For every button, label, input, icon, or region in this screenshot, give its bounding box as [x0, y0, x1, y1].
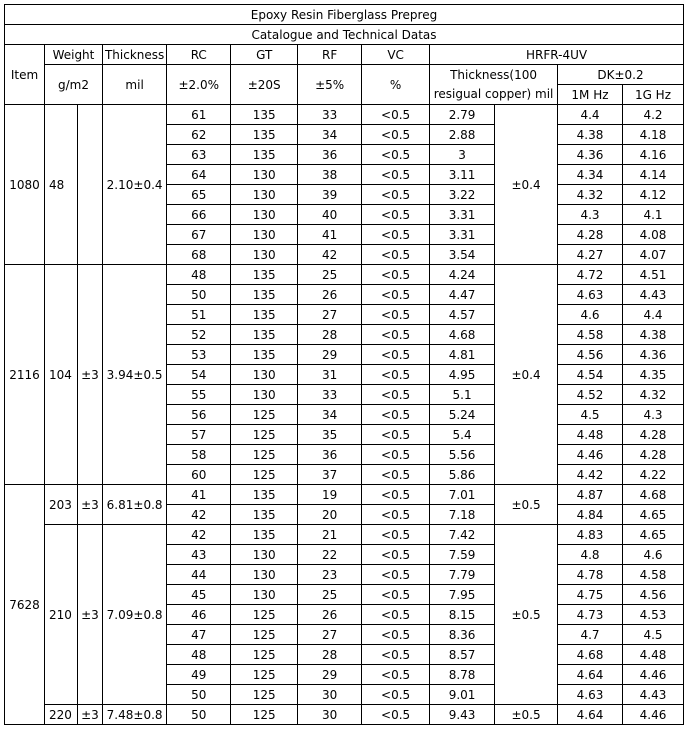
dk-1ghz-cell: 4.1 — [622, 205, 683, 225]
weight-tolerance-cell: ±3 — [77, 525, 102, 705]
table-row — [5, 265, 684, 285]
table-row — [5, 525, 684, 545]
rc-cell: 54 — [167, 365, 231, 385]
item-cell: 2116 — [5, 265, 45, 485]
gt-cell: 130 — [231, 165, 298, 185]
vc-cell: <0.5 — [362, 305, 430, 325]
dk-1mhz-cell: 4.84 — [558, 505, 623, 525]
gt-cell: 130 — [231, 585, 298, 605]
dk-1mhz-cell: 4.68 — [558, 645, 623, 665]
rf-cell: 41 — [298, 225, 362, 245]
vc-cell: <0.5 — [362, 285, 430, 305]
vc-cell: <0.5 — [362, 525, 430, 545]
thickness-100-cell: 4.57 — [430, 305, 495, 325]
gt-cell: 130 — [231, 205, 298, 225]
rc-cell: 56 — [167, 405, 231, 425]
vc-cell: <0.5 — [362, 445, 430, 465]
dk-1mhz-cell: 4.73 — [558, 605, 623, 625]
dk-1ghz-cell: 4.16 — [622, 145, 683, 165]
thickness-100-cell: 5.24 — [430, 405, 495, 425]
thickness-100-cell: 3 — [430, 145, 495, 165]
rf-cell: 33 — [298, 385, 362, 405]
thickness-tolerance-cell: ±0.5 — [495, 705, 558, 725]
dk-1mhz-cell: 4.64 — [558, 665, 623, 685]
vc-cell: <0.5 — [362, 225, 430, 245]
thickness-100-cell: 3.54 — [430, 245, 495, 265]
vc-cell: <0.5 — [362, 645, 430, 665]
weight-tolerance-cell: ±3 — [77, 485, 102, 525]
dk-1ghz-cell: 4.46 — [622, 665, 683, 685]
thickness-cell: 7.48±0.8 — [102, 705, 166, 725]
header-rc-tolerance: ±2.0% — [167, 65, 231, 105]
vc-cell: <0.5 — [362, 545, 430, 565]
rf-cell: 25 — [298, 265, 362, 285]
gt-cell: 125 — [231, 625, 298, 645]
vc-cell: <0.5 — [362, 605, 430, 625]
dk-1mhz-cell: 4.3 — [558, 205, 623, 225]
dk-1mhz-cell: 4.46 — [558, 445, 623, 465]
rc-cell: 68 — [167, 245, 231, 265]
rf-cell: 42 — [298, 245, 362, 265]
dk-1mhz-cell: 4.34 — [558, 165, 623, 185]
rc-cell: 42 — [167, 505, 231, 525]
gt-cell: 135 — [231, 485, 298, 505]
dk-1ghz-cell: 4.56 — [622, 585, 683, 605]
thickness-100-cell: 7.59 — [430, 545, 495, 565]
thickness-100-cell: 4.81 — [430, 345, 495, 365]
vc-cell: <0.5 — [362, 485, 430, 505]
rc-cell: 46 — [167, 605, 231, 625]
gt-cell: 130 — [231, 565, 298, 585]
rf-cell: 29 — [298, 345, 362, 365]
dk-1ghz-cell: 4.68 — [622, 485, 683, 505]
rc-cell: 66 — [167, 205, 231, 225]
dk-1mhz-cell: 4.72 — [558, 265, 623, 285]
gt-cell: 125 — [231, 425, 298, 445]
vc-cell: <0.5 — [362, 385, 430, 405]
dk-1mhz-cell: 4.75 — [558, 585, 623, 605]
vc-cell: <0.5 — [362, 425, 430, 445]
dk-1ghz-cell: 4.4 — [622, 305, 683, 325]
rf-cell: 26 — [298, 605, 362, 625]
thickness-cell: 7.09±0.8 — [102, 525, 166, 705]
dk-1ghz-cell: 4.6 — [622, 545, 683, 565]
dk-1mhz-cell: 4.56 — [558, 345, 623, 365]
table-subtitle: Catalogue and Technical Datas — [5, 25, 684, 45]
header-gt-tolerance: ±20S — [231, 65, 298, 105]
dk-1ghz-cell: 4.22 — [622, 465, 683, 485]
thickness-100-cell: 3.22 — [430, 185, 495, 205]
rc-cell: 48 — [167, 645, 231, 665]
gt-cell: 130 — [231, 225, 298, 245]
gt-cell: 135 — [231, 325, 298, 345]
dk-1ghz-cell: 4.28 — [622, 445, 683, 465]
rf-cell: 27 — [298, 625, 362, 645]
weight-cell: 220 — [44, 705, 77, 725]
dk-1mhz-cell: 4.52 — [558, 385, 623, 405]
item-cell: 1080 — [5, 105, 45, 265]
vc-cell: <0.5 — [362, 705, 430, 725]
thickness-100-cell: 7.79 — [430, 565, 495, 585]
dk-1mhz-cell: 4.5 — [558, 405, 623, 425]
gt-cell: 125 — [231, 465, 298, 485]
header-rf: RF — [298, 45, 362, 65]
weight-cell: 48 — [44, 105, 77, 265]
rf-cell: 36 — [298, 145, 362, 165]
rf-cell: 38 — [298, 165, 362, 185]
dk-1ghz-cell: 4.58 — [622, 565, 683, 585]
dk-1ghz-cell: 4.43 — [622, 685, 683, 705]
dk-1mhz-cell: 4.63 — [558, 685, 623, 705]
dk-1ghz-cell: 4.28 — [622, 425, 683, 445]
thickness-100-cell: 5.4 — [430, 425, 495, 445]
gt-cell: 135 — [231, 525, 298, 545]
gt-cell: 135 — [231, 345, 298, 365]
thickness-100-cell: 7.18 — [430, 505, 495, 525]
thickness-100-cell: 9.43 — [430, 705, 495, 725]
table-row — [5, 485, 684, 505]
weight-tolerance-cell: ±3 — [77, 265, 102, 485]
thickness-tolerance-cell: ±0.5 — [495, 525, 558, 705]
gt-cell: 130 — [231, 545, 298, 565]
rc-cell: 50 — [167, 285, 231, 305]
dk-1ghz-cell: 4.12 — [622, 185, 683, 205]
thickness-100-cell: 7.42 — [430, 525, 495, 545]
dk-1ghz-cell: 4.46 — [622, 705, 683, 725]
vc-cell: <0.5 — [362, 245, 430, 265]
header-gt: GT — [231, 45, 298, 65]
thickness-cell: 6.81±0.8 — [102, 485, 166, 525]
dk-1ghz-cell: 4.65 — [622, 505, 683, 525]
dk-1mhz-cell: 4.4 — [558, 105, 623, 125]
gt-cell: 135 — [231, 105, 298, 125]
gt-cell: 125 — [231, 605, 298, 625]
gt-cell: 135 — [231, 145, 298, 165]
table-title: Epoxy Resin Fiberglass Prepreg — [5, 5, 684, 25]
header-weight-unit: g/m2 — [44, 65, 102, 105]
rc-cell: 43 — [167, 545, 231, 565]
rc-cell: 53 — [167, 345, 231, 365]
dk-1mhz-cell: 4.6 — [558, 305, 623, 325]
gt-cell: 135 — [231, 265, 298, 285]
weight-tolerance-cell — [77, 105, 102, 265]
header-product: HRFR-4UV — [430, 45, 684, 65]
gt-cell: 125 — [231, 445, 298, 465]
rf-cell: 29 — [298, 665, 362, 685]
thickness-100-cell: 5.1 — [430, 385, 495, 405]
vc-cell: <0.5 — [362, 505, 430, 525]
rc-cell: 65 — [167, 185, 231, 205]
header-item: Item — [5, 45, 45, 105]
rf-cell: 39 — [298, 185, 362, 205]
header-dk-1ghz: 1G Hz — [622, 85, 683, 105]
vc-cell: <0.5 — [362, 325, 430, 345]
rf-cell: 30 — [298, 685, 362, 705]
header-dk: DK±0.2 — [558, 65, 684, 85]
dk-1ghz-cell: 4.14 — [622, 165, 683, 185]
thickness-100-cell: 8.78 — [430, 665, 495, 685]
thickness-cell: 3.94±0.5 — [102, 265, 166, 485]
gt-cell: 135 — [231, 125, 298, 145]
rf-cell: 30 — [298, 705, 362, 725]
rc-cell: 62 — [167, 125, 231, 145]
dk-1ghz-cell: 4.32 — [622, 385, 683, 405]
dk-1mhz-cell: 4.7 — [558, 625, 623, 645]
rf-cell: 35 — [298, 425, 362, 445]
rf-cell: 28 — [298, 645, 362, 665]
gt-cell: 125 — [231, 405, 298, 425]
gt-cell: 130 — [231, 185, 298, 205]
dk-1ghz-cell: 4.5 — [622, 625, 683, 645]
vc-cell: <0.5 — [362, 665, 430, 685]
weight-tolerance-cell: ±3 — [77, 705, 102, 725]
vc-cell: <0.5 — [362, 465, 430, 485]
header-thickness-100 — [430, 65, 558, 105]
dk-1mhz-cell: 4.42 — [558, 465, 623, 485]
vc-cell: <0.5 — [362, 625, 430, 645]
rf-cell: 28 — [298, 325, 362, 345]
vc-cell: <0.5 — [362, 105, 430, 125]
thickness-100-cell: 2.88 — [430, 125, 495, 145]
dk-1mhz-cell: 4.32 — [558, 185, 623, 205]
dk-1mhz-cell: 4.83 — [558, 525, 623, 545]
thickness-100-cell: 4.95 — [430, 365, 495, 385]
prepreg-catalogue-table — [4, 4, 684, 725]
thickness-100-cell: 4.24 — [430, 265, 495, 285]
weight-cell: 203 — [44, 485, 77, 525]
gt-cell: 130 — [231, 245, 298, 265]
thickness-100-cell: 8.57 — [430, 645, 495, 665]
thickness-tolerance-cell: ±0.4 — [495, 265, 558, 485]
rc-cell: 47 — [167, 625, 231, 645]
header-thickness: Thickness — [102, 45, 166, 65]
dk-1ghz-cell: 4.43 — [622, 285, 683, 305]
gt-cell: 125 — [231, 645, 298, 665]
dk-1mhz-cell: 4.38 — [558, 125, 623, 145]
rf-cell: 36 — [298, 445, 362, 465]
vc-cell: <0.5 — [362, 345, 430, 365]
rc-cell: 44 — [167, 565, 231, 585]
rc-cell: 67 — [167, 225, 231, 245]
weight-cell: 210 — [44, 525, 77, 705]
thickness-100-cell: 3.31 — [430, 225, 495, 245]
dk-1ghz-cell: 4.08 — [622, 225, 683, 245]
rc-cell: 50 — [167, 705, 231, 725]
vc-cell: <0.5 — [362, 265, 430, 285]
dk-1mhz-cell: 4.63 — [558, 285, 623, 305]
vc-cell: <0.5 — [362, 585, 430, 605]
dk-1ghz-cell: 4.51 — [622, 265, 683, 285]
thickness-100-cell: 4.47 — [430, 285, 495, 305]
rc-cell: 63 — [167, 145, 231, 165]
rf-cell: 34 — [298, 125, 362, 145]
rf-cell: 21 — [298, 525, 362, 545]
thickness-tolerance-cell: ±0.5 — [495, 485, 558, 525]
thickness-100-cell: 3.11 — [430, 165, 495, 185]
rc-cell: 45 — [167, 585, 231, 605]
thickness-100-cell: 5.86 — [430, 465, 495, 485]
thickness-100-cell: 4.68 — [430, 325, 495, 345]
dk-1mhz-cell: 4.48 — [558, 425, 623, 445]
thickness-tolerance-cell: ±0.4 — [495, 105, 558, 265]
rc-cell: 51 — [167, 305, 231, 325]
header-dk-1mhz: 1M Hz — [558, 85, 623, 105]
rc-cell: 48 — [167, 265, 231, 285]
rf-cell: 34 — [298, 405, 362, 425]
rc-cell: 57 — [167, 425, 231, 445]
dk-1ghz-cell: 4.07 — [622, 245, 683, 265]
gt-cell: 135 — [231, 505, 298, 525]
gt-cell: 130 — [231, 365, 298, 385]
rf-cell: 31 — [298, 365, 362, 385]
dk-1mhz-cell: 4.36 — [558, 145, 623, 165]
gt-cell: 125 — [231, 685, 298, 705]
rc-cell: 61 — [167, 105, 231, 125]
gt-cell: 135 — [231, 305, 298, 325]
rf-cell: 22 — [298, 545, 362, 565]
dk-1mhz-cell: 4.78 — [558, 565, 623, 585]
rc-cell: 64 — [167, 165, 231, 185]
thickness-100-cell: 9.01 — [430, 685, 495, 705]
header-thickness-unit: mil — [102, 65, 166, 105]
rf-cell: 33 — [298, 105, 362, 125]
vc-cell: <0.5 — [362, 365, 430, 385]
table-row — [5, 705, 684, 725]
dk-1ghz-cell: 4.2 — [622, 105, 683, 125]
dk-1ghz-cell: 4.35 — [622, 365, 683, 385]
weight-cell: 104 — [44, 265, 77, 485]
rc-cell: 42 — [167, 525, 231, 545]
vc-cell: <0.5 — [362, 145, 430, 165]
dk-1mhz-cell: 4.8 — [558, 545, 623, 565]
item-cell: 7628 — [5, 485, 45, 725]
rf-cell: 20 — [298, 505, 362, 525]
vc-cell: <0.5 — [362, 565, 430, 585]
gt-cell: 135 — [231, 285, 298, 305]
rf-cell: 40 — [298, 205, 362, 225]
thickness-100-cell: 8.15 — [430, 605, 495, 625]
rf-cell: 19 — [298, 485, 362, 505]
rf-cell: 37 — [298, 465, 362, 485]
rc-cell: 55 — [167, 385, 231, 405]
dk-1mhz-cell: 4.87 — [558, 485, 623, 505]
dk-1ghz-cell: 4.36 — [622, 345, 683, 365]
thickness-100-cell: 7.95 — [430, 585, 495, 605]
vc-cell: <0.5 — [362, 685, 430, 705]
header-rc: RC — [167, 45, 231, 65]
dk-1mhz-cell: 4.64 — [558, 705, 623, 725]
gt-cell: 125 — [231, 705, 298, 725]
thickness-100-cell: 8.36 — [430, 625, 495, 645]
header-thickness-100-line1: Thickness(100 — [450, 67, 537, 82]
gt-cell: 130 — [231, 385, 298, 405]
dk-1mhz-cell: 4.58 — [558, 325, 623, 345]
dk-1ghz-cell: 4.48 — [622, 645, 683, 665]
dk-1ghz-cell: 4.3 — [622, 405, 683, 425]
vc-cell: <0.5 — [362, 125, 430, 145]
dk-1ghz-cell: 4.53 — [622, 605, 683, 625]
vc-cell: <0.5 — [362, 405, 430, 425]
dk-1ghz-cell: 4.65 — [622, 525, 683, 545]
header-weight: Weight — [44, 45, 102, 65]
dk-1ghz-cell: 4.18 — [622, 125, 683, 145]
vc-cell: <0.5 — [362, 165, 430, 185]
rc-cell: 60 — [167, 465, 231, 485]
thickness-cell: 2.10±0.4 — [102, 105, 166, 265]
table-row — [5, 105, 684, 125]
header-vc-unit: % — [362, 65, 430, 105]
vc-cell: <0.5 — [362, 205, 430, 225]
rf-cell: 23 — [298, 565, 362, 585]
dk-1ghz-cell: 4.38 — [622, 325, 683, 345]
rf-cell: 26 — [298, 285, 362, 305]
rc-cell: 52 — [167, 325, 231, 345]
rf-cell: 25 — [298, 585, 362, 605]
thickness-100-cell: 3.31 — [430, 205, 495, 225]
dk-1mhz-cell: 4.28 — [558, 225, 623, 245]
thickness-100-cell: 7.01 — [430, 485, 495, 505]
rc-cell: 50 — [167, 685, 231, 705]
rc-cell: 41 — [167, 485, 231, 505]
header-vc: VC — [362, 45, 430, 65]
header-thickness-100-line2: resigual copper) mil — [433, 86, 554, 101]
rc-cell: 49 — [167, 665, 231, 685]
thickness-100-cell: 5.56 — [430, 445, 495, 465]
rc-cell: 58 — [167, 445, 231, 465]
vc-cell: <0.5 — [362, 185, 430, 205]
gt-cell: 125 — [231, 665, 298, 685]
dk-1mhz-cell: 4.27 — [558, 245, 623, 265]
thickness-100-cell: 2.79 — [430, 105, 495, 125]
header-rf-tolerance: ±5% — [298, 65, 362, 105]
rf-cell: 27 — [298, 305, 362, 325]
dk-1mhz-cell: 4.54 — [558, 365, 623, 385]
